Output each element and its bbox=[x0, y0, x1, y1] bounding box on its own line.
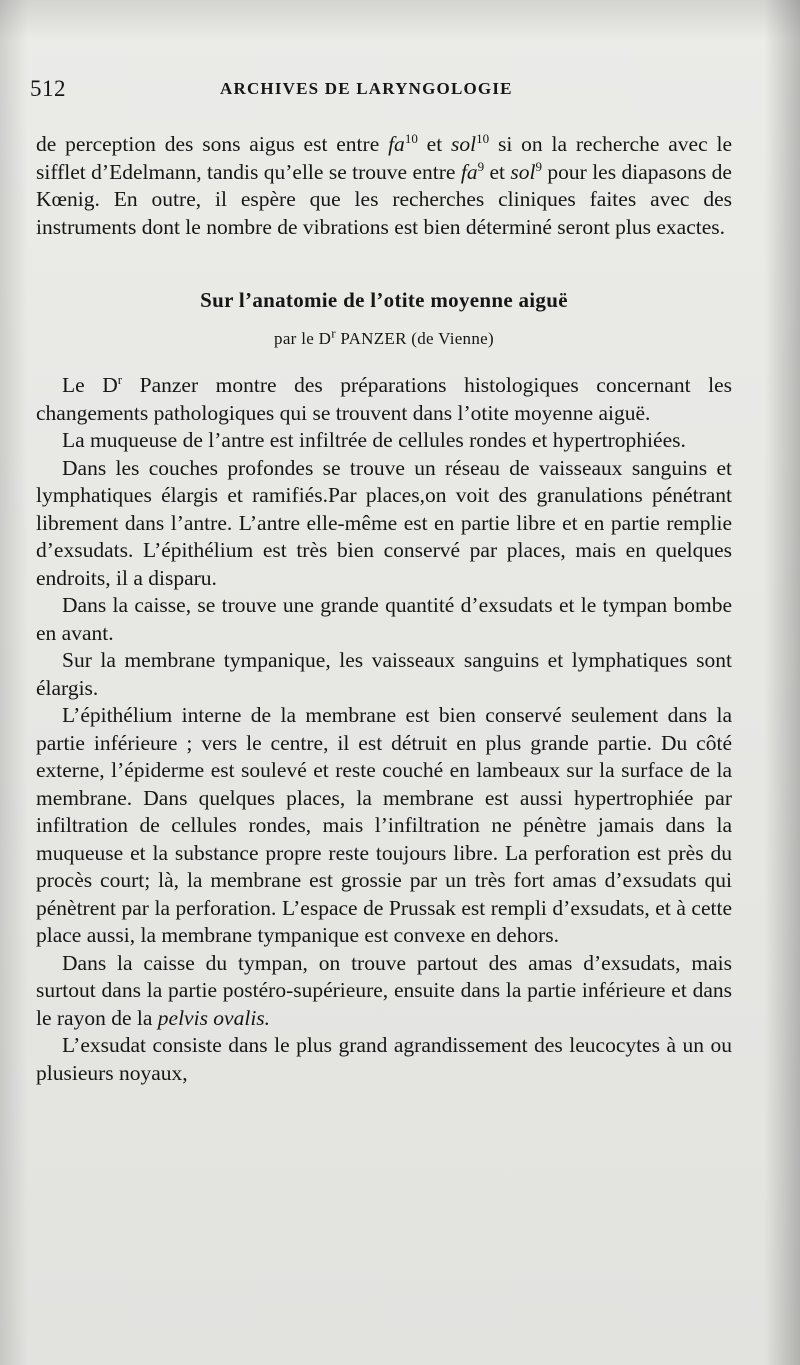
article-byline: par le $D^r$ PANZER (de Vienne) bbox=[274, 324, 494, 348]
paragraph-1: Le $D^r$ Panzer montre des préparations histologiques concernant les changements pathologiques qui se trouvent dans l’otite moyenne aiguë. bbox=[36, 371, 732, 425]
page-header bbox=[30, 76, 740, 106]
paragraph-4: Dans la caisse, se trouve une grande quantité d’exsudats et le tympan bombe en avant. bbox=[36, 593, 732, 645]
article-title: Sur l’anatomie de l’otite moyenne aiguë bbox=[200, 288, 568, 312]
paragraph-5: Sur la membrane tympanique, les vaisseaux sanguins et lymphatiques sont élargis. bbox=[36, 648, 732, 700]
running-title: ARCHIVES DE LARYNGOLOGIE bbox=[220, 79, 513, 98]
scan-shadow-top bbox=[0, 0, 800, 40]
scan-shadow-left bbox=[0, 0, 28, 1365]
intro-paragraph: de perception des sons aigus est entre $fa^{10}$ et sol$^{10}$ si on la recherche avec le sifflet d’Edelmann, tandis qu’elle se trouve entre $fa^9$ et sol$^9$ pour les diapasons de Kœnig. En outre, il espère que les recherches cliniques faites avec des instruments dont le nombre de vibrations est bien déterminé seront plus exactes. bbox=[36, 130, 732, 239]
paragraph-6: L’épithélium interne de la membrane est bien conservé seulement dans la partie inférieure ; vers le centre, il est détruit en plus grande partie. Du côté externe, l’épiderme est soulevé et reste couché en lambeaux sur la surface de la membrane. Dans quelques places, la membrane est aussi hypertrophiée par infiltration de cellules rondes, mais l’infiltration ne pénètre jamais dans la muqueuse et la substance propre reste toujours libre. La perforation est près du procès court; là, la membrane est grossie par un très fort amas d’exsudats qui pénètrent par la perforation. L’espace de Prussak est rempli d’exsudats, et à cette place aussi, la membrane tympanique est convexe en dehors. bbox=[36, 703, 732, 947]
paragraph-8: L’exsudat consiste dans le plus grand agrandissement des leucocytes à un ou plusieurs noyaux, bbox=[36, 1033, 732, 1085]
scan-shadow-right bbox=[764, 0, 800, 1365]
paragraph-3: Dans les couches profondes se trouve un réseau de vaisseaux sanguins et lymphatiques élargis et ramifiés.Par places,on voit des granulations pénétrant librement dans l’antre. L’antre elle-même est en partie libre et en partie remplie d’exsudats. L’épithélium est très bien conservé par places, mais en quelques endroits, il a disparu. bbox=[36, 455, 732, 590]
page-number: 512 bbox=[30, 76, 66, 101]
paragraph-2: La muqueuse de l’antre est infiltrée de cellules rondes et hypertrophiées. bbox=[62, 428, 686, 452]
paragraph-7: Dans la caisse du tympan, on trouve partout des amas d’exsudats, mais surtout dans la partie postéro-supérieure, ensuite dans la partie inférieure et dans le rayon de la pelvis ovalis. bbox=[36, 950, 732, 1030]
body-text bbox=[36, 131, 732, 1087]
